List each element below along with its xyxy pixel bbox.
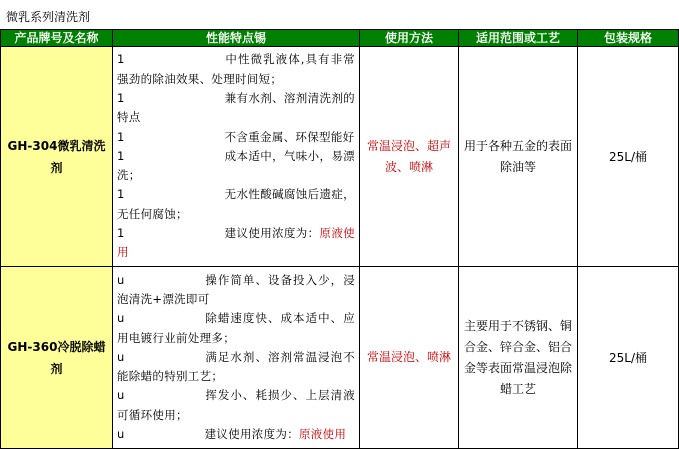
feature-text: 除蜡速度快、成本适中、应用电镀行业前处理多； [117, 311, 355, 345]
application-scope: 用于各种五金的表面除油等 [459, 47, 578, 267]
bullet-marker: u [117, 349, 125, 364]
page-title: 微乳系列清洗剂 [6, 10, 91, 24]
bullet-marker: 1 [117, 148, 125, 163]
feature-highlight: 原液使用 [117, 226, 355, 260]
feature-item [117, 50, 355, 89]
bullet-marker: u [117, 311, 125, 326]
feature-text: 挥发小、耗损少、上层清液可循环使用； [117, 388, 355, 422]
header-product-name: 产品牌号及名称 [1, 30, 113, 47]
table-row [1, 47, 679, 267]
feature-text: 中性微乳液体,具有非常强劲的除油效果、处理时间短； [117, 52, 355, 86]
bullet-marker: 1 [117, 129, 125, 144]
feature-item [117, 89, 355, 128]
feature-item [117, 147, 355, 186]
packaging-spec: 25L/桶 [578, 267, 679, 449]
feature-highlight: 原液使用 [299, 427, 347, 442]
bullet-marker: 1 [117, 226, 125, 241]
feature-text: 不含重金属、环保型能好 [224, 129, 355, 144]
product-name: GH-304微乳清洗剂 [1, 47, 113, 267]
header-scope: 适用范围或工艺 [459, 30, 578, 47]
feature-item [117, 386, 355, 425]
feature-text: 成本适中，气味小，易漂洗； [117, 148, 355, 183]
bullet-marker: u [117, 272, 125, 287]
header-features: 性能特点锡 [113, 30, 360, 47]
feature-text: 满足水剂、溶剂常温浸泡不能除蜡的特别工艺； [117, 349, 355, 384]
table-header-row [1, 30, 679, 47]
feature-list [113, 47, 360, 267]
bullet-marker: u [117, 427, 125, 442]
feature-text: 兼有水剂、溶剂清洗剂的特点 [117, 90, 355, 125]
feature-text: 操作简单、设备投入少，浸泡清洗+漂洗即可 [117, 272, 355, 306]
product-table [0, 29, 679, 449]
application-scope: 主要用于不锈钢、铜合金、锌合金、铝合金等表面常温浸泡除蜡工艺 [459, 267, 578, 449]
packaging-spec: 25L/桶 [578, 47, 679, 267]
feature-item [117, 348, 355, 387]
usage-method: 常温浸泡、超声波、喷淋 [360, 47, 459, 267]
product-name: GH-360冷脱除蜡剂 [1, 267, 113, 449]
feature-item [117, 271, 355, 310]
bullet-marker: 1 [117, 187, 125, 202]
feature-item [117, 224, 355, 263]
feature-item [117, 309, 355, 348]
table-row [1, 267, 679, 449]
header-usage: 使用方法 [360, 30, 459, 47]
feature-text: 无水性酸碱腐蚀后遗症，无任何腐蚀； [117, 187, 355, 221]
feature-list [113, 267, 360, 449]
feature-item [117, 425, 355, 444]
feature-text: 建议使用浓度为： [204, 427, 299, 442]
usage-method: 常温浸泡、喷淋 [360, 267, 459, 449]
bullet-marker: u [117, 388, 125, 403]
bullet-marker: 1 [117, 90, 125, 105]
feature-item [117, 185, 355, 224]
bullet-marker: 1 [117, 52, 125, 67]
feature-text: 建议使用浓度为： [224, 226, 320, 241]
header-packaging: 包装规格 [578, 30, 679, 47]
feature-item [117, 128, 355, 147]
